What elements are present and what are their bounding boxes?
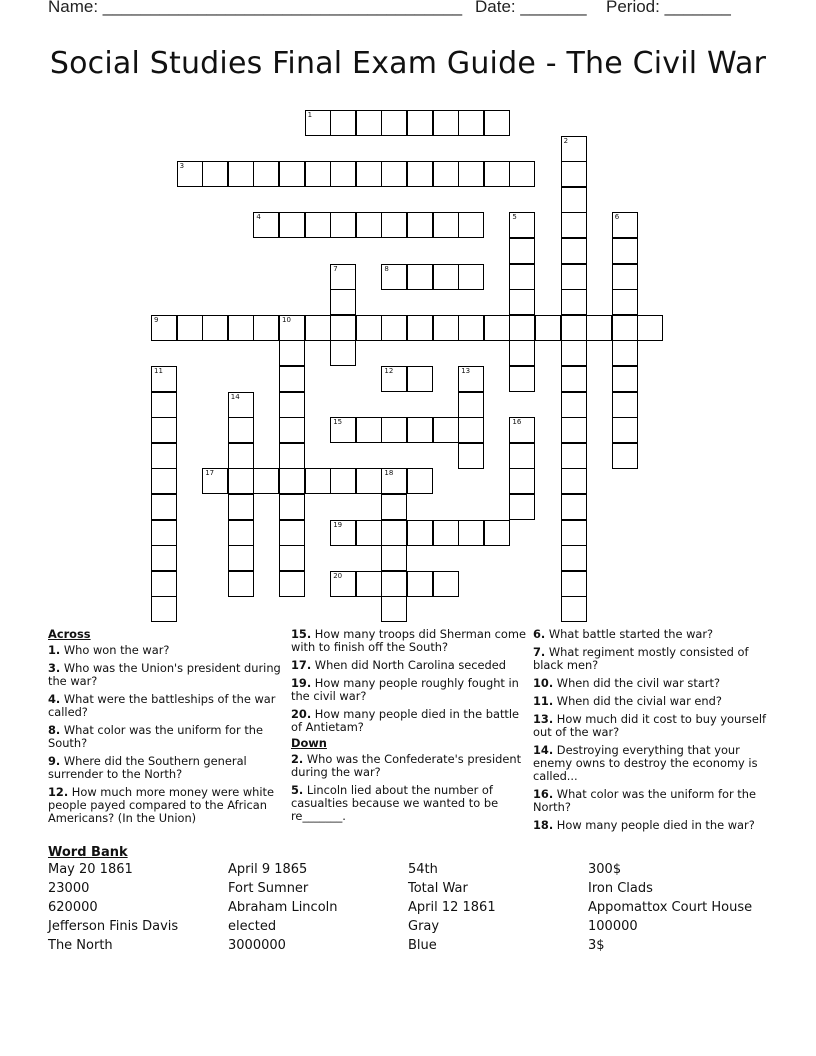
word-bank-item: Jefferson Finis Davis [48, 919, 179, 934]
grid-cell[interactable] [279, 468, 305, 494]
cell-number: 15 [333, 418, 343, 427]
grid-cell[interactable] [458, 520, 484, 546]
grid-cell[interactable] [228, 443, 254, 469]
clue-item [533, 713, 769, 739]
grid-cell[interactable] [151, 315, 177, 341]
grid-cell[interactable] [561, 161, 587, 187]
grid-cell[interactable] [228, 468, 254, 494]
word-bank-item: April 12 1861 [408, 900, 496, 915]
grid-cell[interactable] [612, 366, 638, 392]
grid-cell[interactable] [561, 289, 587, 315]
grid-cell[interactable] [253, 212, 279, 238]
grid-cell[interactable] [228, 392, 254, 418]
grid-cell[interactable] [612, 340, 638, 366]
clue-text: What regiment mostly consisted of black men? [533, 645, 749, 672]
cell-number: 1 [307, 111, 313, 119]
grid-cell[interactable] [381, 545, 407, 571]
grid-cell[interactable] [381, 596, 407, 622]
grid-cell[interactable] [279, 417, 305, 443]
clue-item [291, 753, 527, 779]
cell-number: 9 [154, 315, 159, 324]
grid-cell[interactable] [586, 315, 612, 341]
grid-cell[interactable] [228, 520, 254, 546]
grid-cell[interactable] [407, 571, 433, 597]
grid-cell[interactable] [356, 161, 382, 187]
grid-cell[interactable] [381, 468, 407, 494]
clue-item [48, 755, 284, 781]
grid-cell[interactable] [151, 392, 177, 418]
grid-cell[interactable] [458, 161, 484, 187]
cell-number: 5 [512, 213, 517, 222]
grid-cell[interactable] [330, 571, 356, 597]
grid-cell[interactable] [484, 520, 510, 546]
name-field[interactable]: Name: ______________________________________ [48, 0, 463, 16]
date-field[interactable]: Date: _______ [475, 0, 587, 16]
clue-text: What were the battleships of the war called? [48, 692, 276, 719]
grid-cell[interactable] [356, 520, 382, 546]
clue-number: 4. [48, 692, 61, 706]
grid-cell[interactable] [381, 161, 407, 187]
clue-number: 18. [533, 818, 554, 832]
clue-list-col2-across [291, 628, 527, 734]
clue-list-col1 [48, 644, 284, 825]
grid-cell[interactable] [458, 392, 484, 418]
cell-number: 16 [512, 418, 522, 427]
clue-number: 1. [48, 643, 61, 657]
grid-cell[interactable] [458, 264, 484, 290]
grid-cell[interactable] [509, 212, 535, 238]
grid-cell[interactable] [561, 136, 587, 162]
clue-item [291, 784, 527, 823]
clue-number: 3. [48, 661, 61, 675]
clues-column-3 [533, 628, 769, 837]
clue-number: 20. [291, 707, 312, 721]
grid-cell[interactable] [381, 417, 407, 443]
clue-item [48, 662, 284, 688]
clue-text: How many people died in the battle of Antietam? [291, 707, 520, 734]
grid-cell[interactable] [305, 468, 331, 494]
grid-cell[interactable] [561, 417, 587, 443]
grid-cell[interactable] [561, 596, 587, 622]
clue-item [291, 659, 527, 672]
grid-cell[interactable] [407, 417, 433, 443]
clue-number: 5. [291, 783, 304, 797]
grid-cell[interactable] [381, 264, 407, 290]
clue-number: 6. [533, 627, 546, 641]
grid-cell[interactable] [330, 417, 356, 443]
clue-item [291, 628, 527, 654]
clue-item [291, 708, 527, 734]
grid-cell[interactable] [151, 545, 177, 571]
grid-cell[interactable] [279, 520, 305, 546]
grid-cell[interactable] [484, 161, 510, 187]
grid-cell[interactable] [561, 392, 587, 418]
grid-cell[interactable] [561, 494, 587, 520]
grid-cell[interactable] [177, 315, 203, 341]
grid-cell[interactable] [330, 161, 356, 187]
grid-cell[interactable] [561, 545, 587, 571]
grid-cell[interactable] [228, 494, 254, 520]
grid-cell[interactable] [279, 340, 305, 366]
grid-cell[interactable] [279, 366, 305, 392]
word-bank-item: May 20 1861 [48, 862, 133, 877]
clue-number: 9. [48, 754, 61, 768]
period-field[interactable]: Period: _______ [606, 0, 731, 16]
grid-cell[interactable] [151, 596, 177, 622]
grid-cell[interactable] [279, 315, 305, 341]
word-bank [48, 845, 788, 957]
grid-cell[interactable] [433, 417, 459, 443]
word-bank-item: Iron Clads [588, 881, 653, 896]
clue-number: 17. [291, 658, 312, 672]
grid-cell[interactable] [612, 443, 638, 469]
clue-text: Who was the Confederate's president during the war? [291, 752, 522, 779]
grid-cell[interactable] [433, 520, 459, 546]
grid-cell[interactable] [433, 110, 459, 136]
grid-cell[interactable] [253, 315, 279, 341]
grid-cell[interactable] [202, 161, 228, 187]
grid-cell[interactable] [330, 520, 356, 546]
clue-text: What color was the uniform for the South? [48, 723, 264, 750]
clue-text: When did the civil war start? [553, 676, 720, 690]
clue-item [533, 788, 769, 814]
word-bank-item: Appomattox Court House [588, 900, 753, 915]
clue-item [48, 724, 284, 750]
grid-cell[interactable] [535, 315, 561, 341]
grid-cell[interactable] [509, 443, 535, 469]
grid-cell[interactable] [151, 520, 177, 546]
grid-cell[interactable] [202, 315, 228, 341]
grid-cell[interactable] [509, 417, 535, 443]
clue-text: How many troops did Sherman come with to finish off the South? [291, 627, 526, 654]
grid-cell[interactable] [509, 468, 535, 494]
grid-cell[interactable] [458, 366, 484, 392]
grid-cell[interactable] [637, 315, 663, 341]
clue-number: 2. [291, 752, 304, 766]
grid-cell[interactable] [228, 417, 254, 443]
clue-item [48, 786, 284, 825]
grid-cell[interactable] [228, 315, 254, 341]
grid-cell[interactable] [356, 571, 382, 597]
grid-cell[interactable] [458, 315, 484, 341]
word-bank-item: Total War [408, 881, 468, 896]
grid-cell[interactable] [509, 315, 535, 341]
clue-number: 7. [533, 645, 546, 659]
cell-number: 13 [461, 367, 471, 375]
grid-cell[interactable] [305, 315, 331, 341]
grid-cell[interactable] [484, 315, 510, 341]
grid-cell[interactable] [151, 366, 177, 392]
word-bank-item: Blue [408, 938, 437, 953]
grid-cell[interactable] [407, 366, 433, 392]
grid-cell[interactable] [330, 340, 356, 366]
word-bank-item: 620000 [48, 900, 98, 915]
grid-cell[interactable] [151, 571, 177, 597]
down-heading: Down [291, 736, 327, 750]
word-bank-item: The North [48, 938, 113, 953]
grid-cell[interactable] [381, 212, 407, 238]
clue-number: 13. [533, 712, 554, 726]
grid-cell[interactable] [612, 392, 638, 418]
clue-number: 16. [533, 787, 554, 801]
grid-cell[interactable] [561, 187, 587, 213]
cell-number: 19 [333, 520, 343, 529]
cell-number: 11 [154, 367, 163, 375]
clue-item [48, 644, 284, 657]
clue-text: Who was the Union's president during the war? [48, 661, 281, 688]
clue-item [533, 695, 769, 708]
grid-cell[interactable] [509, 238, 535, 264]
grid-cell[interactable] [458, 110, 484, 136]
grid-cell[interactable] [381, 110, 407, 136]
clue-item [48, 693, 284, 719]
grid-cell[interactable] [458, 443, 484, 469]
grid-cell[interactable] [279, 443, 305, 469]
grid-cell[interactable] [356, 315, 382, 341]
grid-cell[interactable] [279, 212, 305, 238]
grid-cell[interactable] [407, 468, 433, 494]
grid-cell[interactable] [228, 571, 254, 597]
word-bank-item: 300$ [588, 862, 622, 877]
grid-cell[interactable] [177, 161, 203, 187]
clue-text: How much did it cost to buy yourself out of the war? [533, 712, 767, 739]
grid-cell[interactable] [202, 468, 228, 494]
grid-cell[interactable] [330, 315, 356, 341]
cell-number: 14 [230, 392, 240, 401]
grid-cell[interactable] [253, 468, 279, 494]
clue-item [533, 819, 769, 832]
clue-text: When did North Carolina seceded [311, 658, 507, 672]
grid-cell[interactable] [612, 315, 638, 341]
clue-text: How many people died in the war? [553, 818, 755, 832]
grid-cell[interactable] [381, 571, 407, 597]
clue-number: 11. [533, 694, 554, 708]
clue-list-col3 [533, 628, 769, 832]
grid-cell[interactable] [561, 264, 587, 290]
clue-text: What color was the uniform for the North? [533, 787, 756, 814]
grid-cell[interactable] [381, 366, 407, 392]
grid-cell[interactable] [509, 366, 535, 392]
clue-text: How many people roughly fought in the civil war? [291, 676, 519, 703]
grid-cell[interactable] [612, 238, 638, 264]
word-bank-heading: Word Bank [48, 845, 128, 860]
word-bank-grid [48, 862, 788, 957]
clue-item [533, 677, 769, 690]
grid-cell[interactable] [407, 212, 433, 238]
clue-number: 19. [291, 676, 312, 690]
grid-cell[interactable] [407, 110, 433, 136]
page-title: Social Studies Final Exam Guide - The Civil War [49, 46, 767, 81]
word-bank-item: 23000 [48, 881, 90, 896]
cell-number: 7 [333, 264, 338, 273]
grid-cell[interactable] [356, 212, 382, 238]
clue-text: Lincoln lied about the number of casualties because we wanted to be re_______. [291, 783, 499, 823]
clue-list-col2-down [291, 753, 527, 823]
word-bank-item: 54th [408, 862, 438, 877]
grid-cell[interactable] [509, 340, 535, 366]
across-heading: Across [48, 627, 91, 641]
grid-cell[interactable] [151, 443, 177, 469]
grid-cell[interactable] [305, 110, 331, 136]
clue-item [533, 646, 769, 672]
clue-text: Who won the war? [60, 643, 170, 657]
grid-cell[interactable] [561, 520, 587, 546]
clue-number: 14. [533, 743, 554, 757]
grid-cell[interactable] [561, 340, 587, 366]
grid-cell[interactable] [279, 161, 305, 187]
cell-number: 17 [205, 469, 215, 478]
grid-cell[interactable] [356, 110, 382, 136]
grid-cell[interactable] [407, 161, 433, 187]
grid-cell[interactable] [433, 161, 459, 187]
grid-cell[interactable] [433, 212, 459, 238]
grid-cell[interactable] [356, 468, 382, 494]
cell-number: 12 [384, 367, 394, 375]
clue-text: When did the civial war end? [553, 694, 722, 708]
grid-cell[interactable] [151, 417, 177, 443]
clues-column-2 [291, 628, 527, 828]
word-bank-item: Abraham Lincoln [228, 900, 338, 915]
grid-cell[interactable] [330, 264, 356, 290]
grid-cell[interactable] [305, 161, 331, 187]
grid-cell[interactable] [561, 571, 587, 597]
word-bank-item: 100000 [588, 919, 638, 934]
grid-cell[interactable] [330, 468, 356, 494]
grid-cell[interactable] [509, 494, 535, 520]
grid-cell[interactable] [458, 212, 484, 238]
grid-cell[interactable] [433, 571, 459, 597]
grid-cell[interactable] [151, 494, 177, 520]
word-bank-item: 3000000 [228, 938, 286, 953]
grid-cell[interactable] [279, 571, 305, 597]
grid-cell[interactable] [561, 443, 587, 469]
clue-text: Destroying everything that your enemy owns to destroy the economy is called... [533, 743, 758, 783]
word-bank-item: Fort Sumner [228, 881, 309, 896]
grid-cell[interactable] [228, 545, 254, 571]
clue-number: 15. [291, 627, 312, 641]
clue-text: Where did the Southern general surrender to the North? [48, 754, 247, 781]
grid-cell[interactable] [509, 161, 535, 187]
word-bank-item: 3$ [588, 938, 605, 953]
clue-number: 8. [48, 723, 61, 737]
grid-cell[interactable] [612, 289, 638, 315]
grid-cell[interactable] [330, 110, 356, 136]
grid-cell[interactable] [305, 212, 331, 238]
grid-cell[interactable] [561, 468, 587, 494]
grid-cell[interactable] [509, 264, 535, 290]
grid-cell[interactable] [407, 264, 433, 290]
clue-number: 12. [48, 785, 69, 799]
grid-cell[interactable] [458, 417, 484, 443]
grid-cell[interactable] [612, 417, 638, 443]
cell-number: 6 [614, 213, 620, 222]
grid-cell[interactable] [407, 520, 433, 546]
clue-text: How much more money were white people payed compared to the African Americans? (In the Union) [48, 785, 275, 825]
clue-number: 10. [533, 676, 554, 690]
cell-number: 3 [179, 162, 185, 171]
grid-cell[interactable] [561, 315, 587, 341]
grid-cell[interactable] [561, 212, 587, 238]
grid-cell[interactable] [509, 289, 535, 315]
cell-number: 10 [282, 315, 291, 324]
clue-item [533, 628, 769, 641]
clues-column-1 [48, 628, 284, 830]
grid-cell[interactable] [151, 468, 177, 494]
grid-cell[interactable] [561, 366, 587, 392]
grid-cell[interactable] [228, 161, 254, 187]
grid-cell[interactable] [279, 545, 305, 571]
cell-number: 2 [563, 136, 569, 145]
grid-cell[interactable] [484, 110, 510, 136]
grid-cell[interactable] [279, 494, 305, 520]
word-bank-item: elected [228, 919, 277, 934]
grid-cell[interactable] [279, 392, 305, 418]
cell-number: 18 [384, 469, 394, 478]
cell-number: 4 [256, 213, 261, 222]
grid-cell[interactable] [433, 315, 459, 341]
clue-item [291, 677, 527, 703]
grid-cell[interactable] [381, 315, 407, 341]
grid-cell[interactable] [381, 494, 407, 520]
word-bank-item: April 9 1865 [228, 862, 308, 877]
grid-cell[interactable] [612, 212, 638, 238]
grid-cell[interactable] [381, 520, 407, 546]
grid-cell[interactable] [561, 238, 587, 264]
word-bank-item: Gray [408, 919, 440, 934]
grid-cell[interactable] [612, 264, 638, 290]
grid-cell[interactable] [356, 417, 382, 443]
grid-cell[interactable] [407, 315, 433, 341]
clue-text: What battle started the war? [545, 627, 714, 641]
grid-cell[interactable] [330, 212, 356, 238]
grid-cell[interactable] [253, 161, 279, 187]
grid-cell[interactable] [330, 289, 356, 315]
cell-number: 8 [384, 264, 389, 273]
cell-number: 20 [333, 571, 343, 580]
clue-item [533, 744, 769, 783]
grid-cell[interactable] [433, 264, 459, 290]
